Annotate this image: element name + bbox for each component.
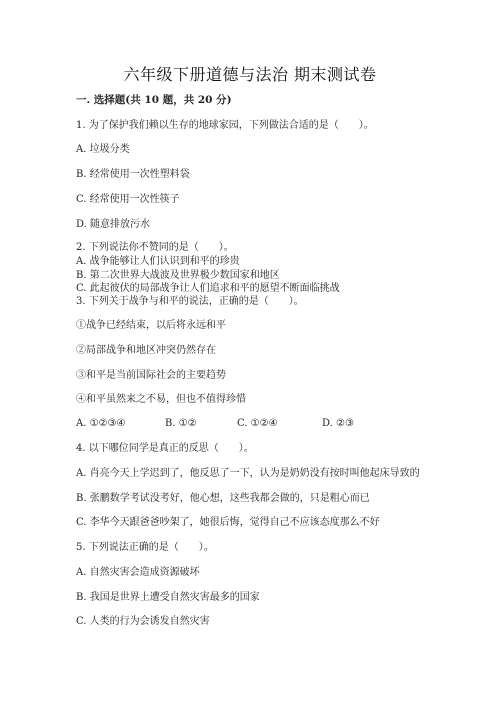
question-2-option-b: B. 第二次世界大战波及世界极少数国家和地区 bbox=[76, 270, 280, 281]
question-3-option-b: B. ①② bbox=[165, 418, 197, 429]
question-4-option-a: A. 肖亮今天上学迟到了，他反思了一下，认为是奶奶没有按时叫他起床导致的 bbox=[76, 468, 420, 479]
question-5-option-b: B. 我国是世界上遭受自然灾害最多的国家 bbox=[76, 592, 260, 603]
question-5-option-c: C. 人类的行为会诱发自然灾害 bbox=[76, 616, 210, 627]
question-4-option-b: B. 张鹏数学考试没考好，他心想，这些我都会做的，只是粗心而已 bbox=[76, 493, 370, 504]
question-1-option-a: A. 垃圾分类 bbox=[76, 144, 130, 155]
question-3-statement-1: ①战争已经结束，以后将永远和平 bbox=[76, 320, 226, 331]
question-1-option-c: C. 经常使用一次性筷子 bbox=[76, 194, 180, 205]
question-3-option-c: C. ①②④ bbox=[237, 418, 278, 429]
question-4-option-c: C. 李华今天跟爸爸吵架了，她很后悔，觉得自己不应该态度那么不好 bbox=[76, 517, 380, 528]
page-title: 六年级下册道德与法治 期末测试卷 bbox=[123, 65, 377, 84]
question-2-stem: 2. 下列说法你不赞同的是（ ）。 bbox=[76, 242, 234, 253]
question-2-option-a: A. 战争能够让人们认识到和平的珍贵 bbox=[76, 256, 240, 267]
question-3-statement-4: ④和平虽然来之不易，但也不值得珍惜 bbox=[76, 394, 246, 405]
question-2-option-c: C. 此起彼伏的局部战争让人们追求和平的愿望不断面临挑战 bbox=[76, 283, 340, 294]
question-3-option-a: A. ①②③④ bbox=[76, 418, 126, 429]
question-4-stem: 4. 以下哪位同学是真正的反思（ ）。 bbox=[76, 443, 254, 454]
question-3-statement-2: ②局部战争和地区冲突仍然存在 bbox=[76, 345, 216, 356]
question-1-option-b: B. 经常使用一次性塑料袋 bbox=[76, 169, 190, 180]
question-3-stem: 3. 下列关于战争与和平的说法，正确的是（ ）。 bbox=[76, 296, 304, 307]
question-5-option-a: A. 自然灾害会造成资源破坏 bbox=[76, 567, 200, 578]
question-3-option-d: D. ②③ bbox=[322, 418, 354, 429]
question-5-stem: 5. 下列说法正确的是（ ）。 bbox=[76, 542, 214, 553]
section-heading: 一. 选择题(共 10 题，共 20 分) bbox=[76, 94, 232, 106]
question-3-statement-3: ③和平是当前国际社会的主要趋势 bbox=[76, 370, 226, 381]
question-1-stem: 1. 为了保护我们赖以生存的地球家园，下列做法合适的是（ ）。 bbox=[76, 120, 374, 131]
question-1-option-d: D. 随意排放污水 bbox=[76, 219, 151, 230]
